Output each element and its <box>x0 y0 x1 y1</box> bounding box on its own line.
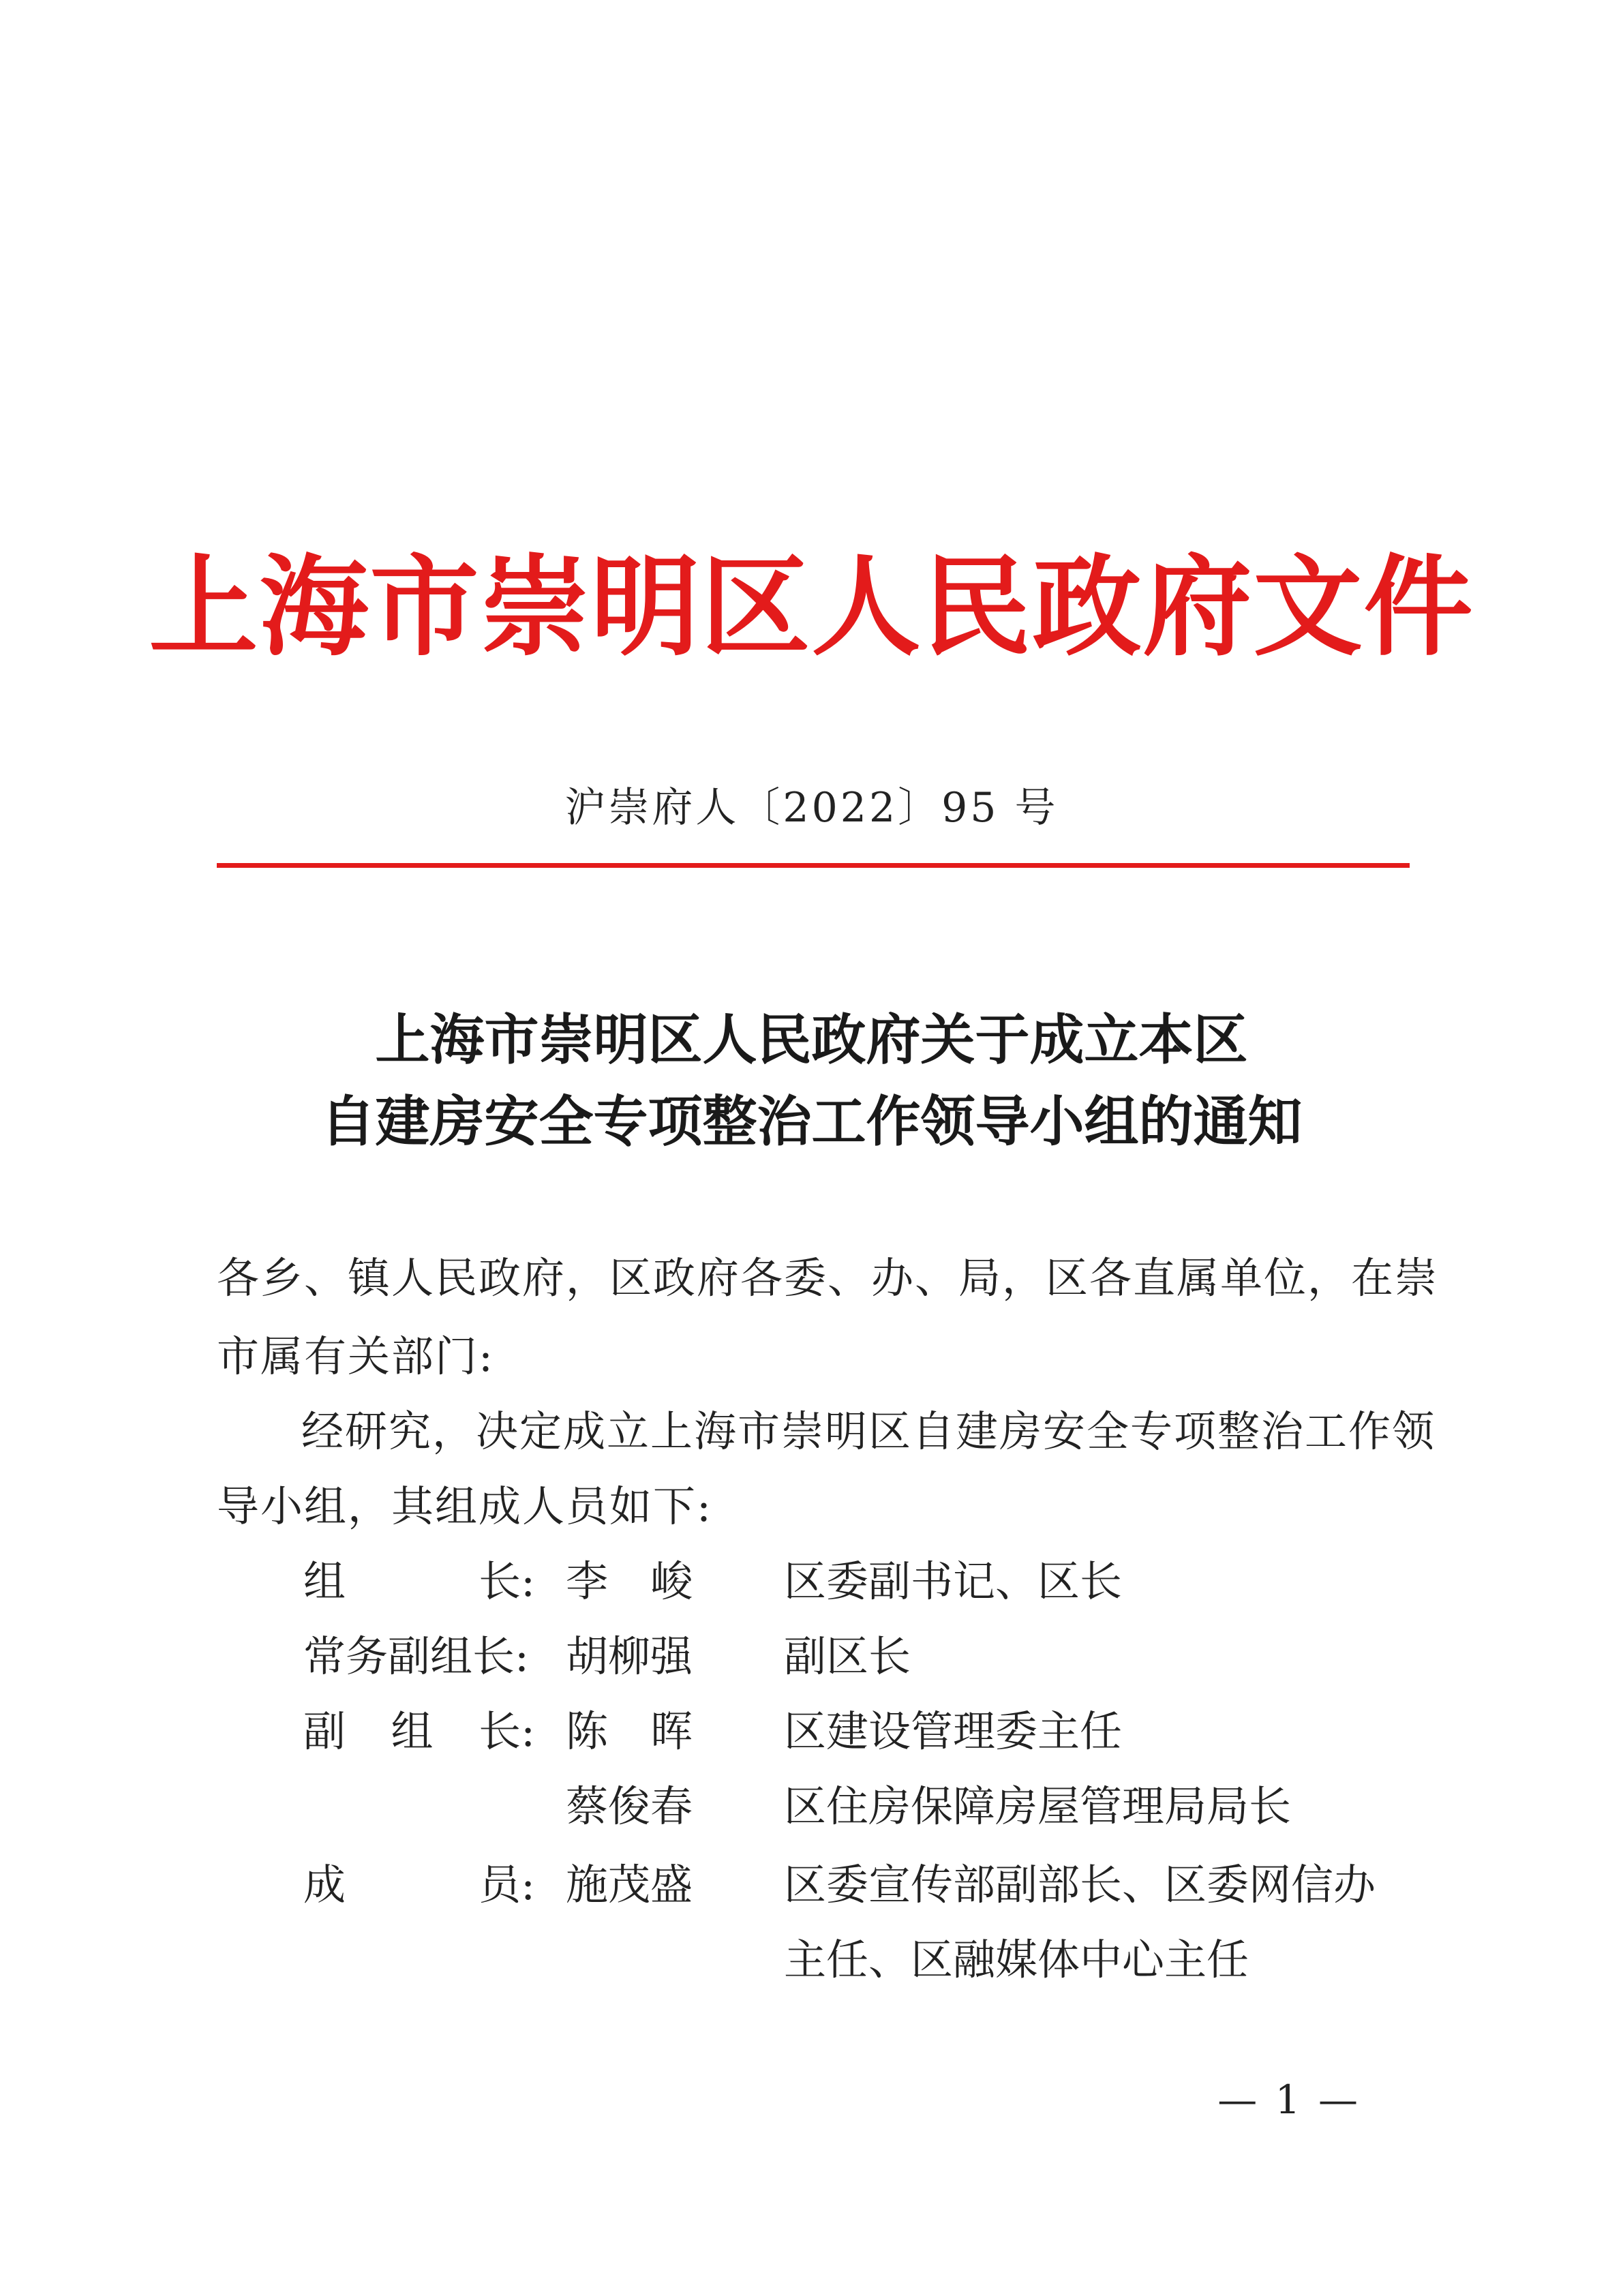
role-char: 组 <box>303 1556 346 1606</box>
page-number: — 1 — <box>1217 2076 1361 2123</box>
role-char: 组 <box>391 1706 434 1756</box>
role-char: 副 <box>303 1706 346 1756</box>
member-role-leader <box>303 1551 535 1612</box>
member-role-deputy <box>303 1701 535 1762</box>
recipients-line-2: 市属有关部门: <box>217 1331 494 1381</box>
notice-title-line2: 自建房安全专项整治工作领导小组的通知 <box>320 1089 1303 1153</box>
member-name-deputy-1: 陈 晖 <box>566 1706 693 1756</box>
recipients-line-1: 各乡、镇人民政府，区政府各委、办、局，区各直属单位，在崇 <box>217 1253 1439 1303</box>
role-char: 长: <box>479 1556 535 1606</box>
member-position-leader: 区委副书记、区长 <box>784 1556 1123 1606</box>
member-position-deputy-1: 区建设管理委主任 <box>784 1706 1123 1756</box>
member-role-member <box>303 1854 535 1916</box>
member-name-executive-deputy: 胡柳强 <box>566 1631 693 1681</box>
member-position-member-cont: 主任、区融媒体中心主任 <box>784 1935 1249 1984</box>
paragraph-line-1: 经研究，决定成立上海市崇明区自建房安全专项整治工作领 <box>301 1406 1436 1456</box>
red-divider <box>217 863 1410 868</box>
role-char: 员: <box>479 1860 535 1909</box>
member-role-executive-deputy: 常务副组长: <box>303 1631 529 1681</box>
member-name-leader: 李 峻 <box>566 1556 693 1606</box>
document-number: 沪崇府人〔2022〕95 号 <box>564 784 1059 832</box>
member-position-deputy-2: 区住房保障房屋管理局局长 <box>784 1781 1292 1831</box>
paragraph-line-2: 导小组，其组成人员如下: <box>217 1481 712 1531</box>
member-name-deputy-2: 蔡俊春 <box>566 1781 693 1831</box>
notice-title: 上海市崇明区人民政府关于成立本区 <box>375 1008 1248 1072</box>
role-char: 长: <box>479 1706 535 1756</box>
masthead: 上海市崇明区人民政府文件 <box>149 543 1474 671</box>
member-position-member: 区委宣传部副部长、区委网信办 <box>784 1860 1376 1909</box>
role-char: 成 <box>303 1860 346 1909</box>
member-position-executive-deputy: 副区长 <box>784 1631 911 1681</box>
member-name-member: 施茂盛 <box>566 1860 693 1909</box>
